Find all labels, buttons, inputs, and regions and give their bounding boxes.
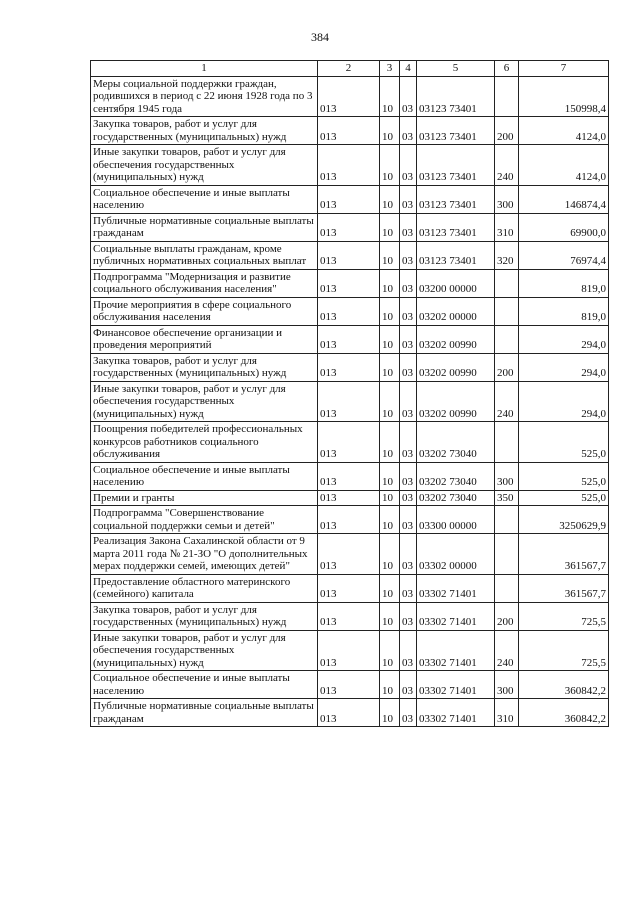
expense-type-code-cell: 350 [495, 490, 519, 506]
subsection-code-cell: 03 [400, 297, 417, 325]
target-article-code-cell: 03202 73040 [417, 490, 495, 506]
item-name-cell: Меры социальной поддержки граждан, родившихся в период с 22 июня 1928 года по 3 сентября 1945 года [91, 76, 318, 117]
table-row [91, 76, 609, 117]
item-name-cell: Поощрения победителей профессиональных конкурсов работников социального обслуживания [91, 422, 318, 463]
admin-code-cell: 013 [318, 490, 380, 506]
table-row [91, 269, 609, 297]
amount-cell: 819,0 [519, 269, 609, 297]
admin-code-cell: 013 [318, 145, 380, 186]
expense-type-code-cell: 240 [495, 630, 519, 671]
item-name-cell: Социальное обеспечение и иные выплаты населению [91, 185, 318, 213]
item-name-cell: Предоставление областного материнского (семейного) капитала [91, 574, 318, 602]
expense-type-code-cell: 310 [495, 213, 519, 241]
expense-type-code-cell [495, 76, 519, 117]
table-row [91, 490, 609, 506]
target-article-code-cell: 03123 73401 [417, 76, 495, 117]
subsection-code-cell: 03 [400, 490, 417, 506]
subsection-code-cell: 03 [400, 117, 417, 145]
section-code-cell: 10 [380, 145, 400, 186]
expense-type-code-cell: 310 [495, 699, 519, 727]
target-article-code-cell: 03202 00990 [417, 325, 495, 353]
expense-type-code-cell [495, 269, 519, 297]
expense-type-code-cell [495, 297, 519, 325]
item-name-cell: Иные закупки товаров, работ и услуг для обеспечения государственных (муниципальных) нужд [91, 145, 318, 186]
budget-table [90, 60, 609, 727]
table-row [91, 534, 609, 575]
table-row [91, 602, 609, 630]
amount-cell: 360842,2 [519, 699, 609, 727]
expense-type-code-cell: 300 [495, 462, 519, 490]
subsection-code-cell: 03 [400, 353, 417, 381]
amount-cell: 69900,0 [519, 213, 609, 241]
subsection-code-cell: 03 [400, 422, 417, 463]
section-code-cell: 10 [380, 630, 400, 671]
admin-code-cell: 013 [318, 269, 380, 297]
admin-code-cell: 013 [318, 381, 380, 422]
expense-type-code-cell: 320 [495, 241, 519, 269]
expense-type-code-cell: 200 [495, 117, 519, 145]
section-code-cell: 10 [380, 671, 400, 699]
target-article-code-cell: 03300 00000 [417, 506, 495, 534]
target-article-code-cell: 03302 71401 [417, 630, 495, 671]
item-name-cell: Социальное обеспечение и иные выплаты населению [91, 671, 318, 699]
subsection-code-cell: 03 [400, 630, 417, 671]
amount-cell: 4124,0 [519, 145, 609, 186]
item-name-cell: Социальные выплаты гражданам, кроме публичных нормативных социальных выплат [91, 241, 318, 269]
target-article-code-cell: 03202 00990 [417, 353, 495, 381]
table-row [91, 117, 609, 145]
item-name-cell: Подпрограмма "Совершенствование социальной поддержки семьи и детей" [91, 506, 318, 534]
expense-type-code-cell: 300 [495, 185, 519, 213]
amount-cell: 150998,4 [519, 76, 609, 117]
admin-code-cell: 013 [318, 462, 380, 490]
admin-code-cell: 013 [318, 185, 380, 213]
item-name-cell: Иные закупки товаров, работ и услуг для обеспечения государственных (муниципальных) нужд [91, 381, 318, 422]
admin-code-cell: 013 [318, 117, 380, 145]
table-row [91, 422, 609, 463]
expense-type-code-cell [495, 422, 519, 463]
page-number: 384 [311, 30, 329, 44]
item-name-cell: Реализация Закона Сахалинской области от 9 марта 2011 года № 21-ЗО "О дополнительных мерах поддержки семей, имеющих детей" [91, 534, 318, 575]
table-row [91, 630, 609, 671]
item-name-cell: Закупка товаров, работ и услуг для государственных (муниципальных) нужд [91, 117, 318, 145]
section-code-cell: 10 [380, 241, 400, 269]
expense-type-code-cell: 240 [495, 381, 519, 422]
target-article-code-cell: 03302 71401 [417, 699, 495, 727]
table-row [91, 213, 609, 241]
item-name-cell: Иные закупки товаров, работ и услуг для обеспечения государственных (муниципальных) нужд [91, 630, 318, 671]
table-row [91, 574, 609, 602]
subsection-code-cell: 03 [400, 241, 417, 269]
admin-code-cell: 013 [318, 325, 380, 353]
subsection-code-cell: 03 [400, 699, 417, 727]
target-article-code-cell: 03302 71401 [417, 574, 495, 602]
subsection-code-cell: 03 [400, 269, 417, 297]
table-row [91, 353, 609, 381]
subsection-code-cell: 03 [400, 381, 417, 422]
amount-cell: 525,0 [519, 422, 609, 463]
admin-code-cell: 013 [318, 602, 380, 630]
table-row [91, 241, 609, 269]
section-code-cell: 10 [380, 699, 400, 727]
section-code-cell: 10 [380, 269, 400, 297]
amount-cell: 294,0 [519, 353, 609, 381]
item-name-cell: Публичные нормативные социальные выплаты гражданам [91, 213, 318, 241]
header-cell: 1 [91, 61, 318, 77]
subsection-code-cell: 03 [400, 671, 417, 699]
admin-code-cell: 013 [318, 213, 380, 241]
table-row [91, 506, 609, 534]
subsection-code-cell: 03 [400, 574, 417, 602]
section-code-cell: 10 [380, 506, 400, 534]
table-row [91, 145, 609, 186]
subsection-code-cell: 03 [400, 213, 417, 241]
amount-cell: 819,0 [519, 297, 609, 325]
header-cell: 6 [495, 61, 519, 77]
amount-cell: 3250629,9 [519, 506, 609, 534]
amount-cell: 361567,7 [519, 534, 609, 575]
subsection-code-cell: 03 [400, 145, 417, 186]
target-article-code-cell: 03200 00000 [417, 269, 495, 297]
section-code-cell: 10 [380, 325, 400, 353]
subsection-code-cell: 03 [400, 506, 417, 534]
amount-cell: 4124,0 [519, 117, 609, 145]
target-article-code-cell: 03123 73401 [417, 117, 495, 145]
table-row [91, 297, 609, 325]
item-name-cell: Подпрограмма "Модернизация и развитие социального обслуживания населения" [91, 269, 318, 297]
amount-cell: 725,5 [519, 630, 609, 671]
section-code-cell: 10 [380, 602, 400, 630]
amount-cell: 361567,7 [519, 574, 609, 602]
admin-code-cell: 013 [318, 699, 380, 727]
subsection-code-cell: 03 [400, 76, 417, 117]
admin-code-cell: 013 [318, 671, 380, 699]
admin-code-cell: 013 [318, 534, 380, 575]
item-name-cell: Публичные нормативные социальные выплаты гражданам [91, 699, 318, 727]
expense-type-code-cell: 300 [495, 671, 519, 699]
header-cell: 4 [400, 61, 417, 77]
section-code-cell: 10 [380, 297, 400, 325]
subsection-code-cell: 03 [400, 602, 417, 630]
amount-cell: 360842,2 [519, 671, 609, 699]
subsection-code-cell: 03 [400, 534, 417, 575]
expense-type-code-cell [495, 574, 519, 602]
admin-code-cell: 013 [318, 574, 380, 602]
admin-code-cell: 013 [318, 353, 380, 381]
target-article-code-cell: 03123 73401 [417, 185, 495, 213]
section-code-cell: 10 [380, 76, 400, 117]
amount-cell: 294,0 [519, 325, 609, 353]
header-cell: 3 [380, 61, 400, 77]
item-name-cell: Прочие мероприятия в сфере социального обслуживания населения [91, 297, 318, 325]
section-code-cell: 10 [380, 574, 400, 602]
amount-cell: 725,5 [519, 602, 609, 630]
target-article-code-cell: 03123 73401 [417, 213, 495, 241]
section-code-cell: 10 [380, 462, 400, 490]
header-row [91, 61, 609, 77]
admin-code-cell: 013 [318, 76, 380, 117]
subsection-code-cell: 03 [400, 462, 417, 490]
admin-code-cell: 013 [318, 297, 380, 325]
target-article-code-cell: 03202 73040 [417, 422, 495, 463]
target-article-code-cell: 03202 73040 [417, 462, 495, 490]
target-article-code-cell: 03202 00990 [417, 381, 495, 422]
table-row [91, 185, 609, 213]
admin-code-cell: 013 [318, 422, 380, 463]
section-code-cell: 10 [380, 185, 400, 213]
subsection-code-cell: 03 [400, 325, 417, 353]
amount-cell: 525,0 [519, 462, 609, 490]
header-cell: 7 [519, 61, 609, 77]
expense-type-code-cell [495, 506, 519, 534]
amount-cell: 146874,4 [519, 185, 609, 213]
admin-code-cell: 013 [318, 241, 380, 269]
admin-code-cell: 013 [318, 630, 380, 671]
table-row [91, 325, 609, 353]
expense-type-code-cell [495, 534, 519, 575]
amount-cell: 76974,4 [519, 241, 609, 269]
item-name-cell: Финансовое обеспечение организации и проведения мероприятий [91, 325, 318, 353]
item-name-cell: Закупка товаров, работ и услуг для государственных (муниципальных) нужд [91, 602, 318, 630]
target-article-code-cell: 03302 71401 [417, 602, 495, 630]
section-code-cell: 10 [380, 213, 400, 241]
admin-code-cell: 013 [318, 506, 380, 534]
section-code-cell: 10 [380, 534, 400, 575]
section-code-cell: 10 [380, 381, 400, 422]
target-article-code-cell: 03123 73401 [417, 241, 495, 269]
table-row [91, 671, 609, 699]
table-row [91, 699, 609, 727]
section-code-cell: 10 [380, 422, 400, 463]
expense-type-code-cell: 240 [495, 145, 519, 186]
item-name-cell: Социальное обеспечение и иные выплаты населению [91, 462, 318, 490]
target-article-code-cell: 03123 73401 [417, 145, 495, 186]
subsection-code-cell: 03 [400, 185, 417, 213]
expense-type-code-cell: 200 [495, 353, 519, 381]
expense-type-code-cell: 200 [495, 602, 519, 630]
section-code-cell: 10 [380, 353, 400, 381]
amount-cell: 294,0 [519, 381, 609, 422]
amount-cell: 525,0 [519, 490, 609, 506]
header-cell: 2 [318, 61, 380, 77]
section-code-cell: 10 [380, 490, 400, 506]
table-row [91, 381, 609, 422]
expense-type-code-cell [495, 325, 519, 353]
item-name-cell: Закупка товаров, работ и услуг для государственных (муниципальных) нужд [91, 353, 318, 381]
target-article-code-cell: 03302 71401 [417, 671, 495, 699]
target-article-code-cell: 03202 00000 [417, 297, 495, 325]
header-cell: 5 [417, 61, 495, 77]
section-code-cell: 10 [380, 117, 400, 145]
table-row [91, 462, 609, 490]
item-name-cell: Премии и гранты [91, 490, 318, 506]
target-article-code-cell: 03302 00000 [417, 534, 495, 575]
